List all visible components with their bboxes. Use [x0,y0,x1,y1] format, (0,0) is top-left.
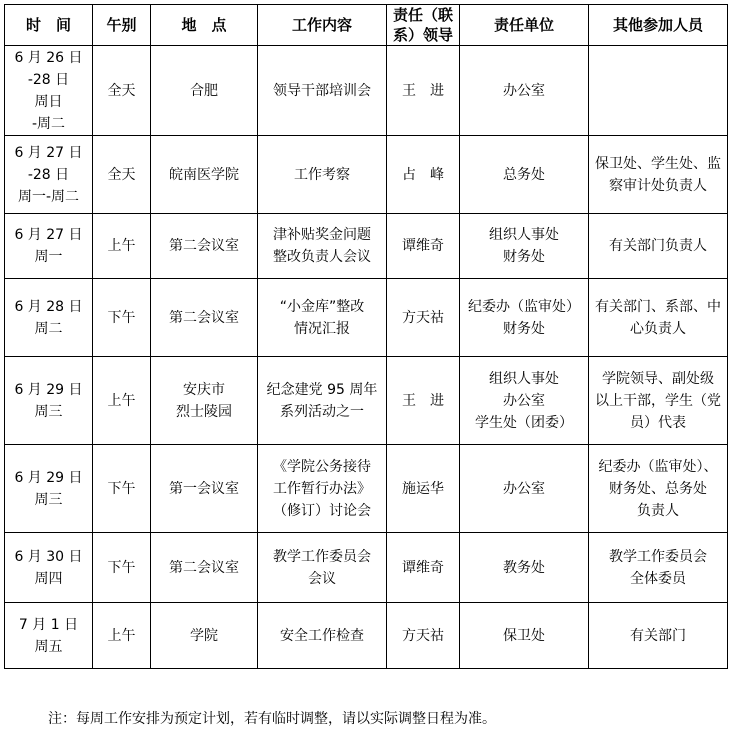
unit-cell-line: 办公室 [503,392,545,409]
unit-cell [460,279,589,357]
content-cell-line: 教学工作委员会 [273,548,371,565]
content-cell [258,279,387,357]
others-cell [589,603,728,669]
time-cell-line: 7 月 1 日 [18,616,79,633]
location-cell [151,46,258,136]
header-leader [387,5,460,46]
location-cell [151,533,258,603]
unit-cell [460,357,589,445]
unit-cell [460,46,589,136]
period-cell: 上午 [93,603,151,669]
period-cell: 上午 [93,357,151,445]
time-cell [5,214,93,279]
content-cell [258,357,387,445]
time-cell-line: 周五 [34,638,63,655]
content-cell [258,603,387,669]
others-cell [589,357,728,445]
unit-cell-line: 财务处 [503,320,545,337]
unit-cell [460,533,589,603]
others-cell-line: 学院领导、副处级 [602,370,714,387]
others-cell [589,445,728,533]
table-row [5,214,728,279]
content-cell-line: 津补贴奖金问题 [273,227,371,243]
others-cell [589,136,728,214]
header-location: 地 点 [151,5,258,46]
location-cell [151,214,258,279]
time-cell [5,603,93,669]
table-row [5,445,728,533]
content-cell-line: 情况汇报 [294,320,350,337]
time-cell-line: 周三 [34,491,63,508]
leader-cell: 王 进 [387,357,460,445]
unit-cell [460,603,589,669]
unit-cell-line: 财务处 [503,249,545,265]
table-row [5,279,728,357]
content-cell-line: 安全工作检查 [280,627,364,644]
time-cell-line: 6 月 29 日 [14,469,83,486]
location-cell [151,357,258,445]
time-cell-line: 周二 [34,320,63,337]
others-cell-line: 纪委办（监审处）、 [598,458,718,475]
location-cell-line: 学院 [190,627,218,644]
content-cell-line: 整改负责人会议 [273,249,371,265]
others-cell-line: 以上干部，学生（党 [595,392,721,409]
time-cell-line: 周三 [34,403,63,420]
location-cell [151,136,258,214]
time-cell-line: 周四 [34,570,63,587]
header-others: 其他参加人员 [589,5,728,46]
location-cell-line: 皖南医学院 [169,166,239,183]
header-leader-line: 系）领导 [392,26,453,44]
period-cell: 下午 [93,279,151,357]
time-cell-line: -28 日 [27,166,70,183]
leader-cell: 方天祜 [387,279,460,357]
content-cell [258,46,387,136]
time-cell-line: 6 月 26 日 [14,49,83,66]
content-cell [258,533,387,603]
others-cell [589,533,728,603]
others-cell-line: 财务处、总务处 [609,480,707,497]
content-cell-line: （修订）讨论会 [273,502,371,519]
unit-cell-line: 组织人事处 [489,227,559,243]
table-row [5,46,728,136]
location-cell-line: 第二会议室 [169,559,239,576]
time-cell [5,445,93,533]
location-cell-line: 第二会议室 [169,238,239,254]
period-cell: 全天 [93,136,151,214]
unit-cell [460,136,589,214]
time-cell-line: 周一 [34,249,63,265]
period-cell: 全天 [93,46,151,136]
others-cell-line: 保卫处、学生处、监 [595,155,721,172]
leader-cell: 占 峰 [387,136,460,214]
schedule-table [4,4,728,669]
table-row [5,533,728,603]
unit-cell-line: 办公室 [503,82,545,99]
content-cell [258,445,387,533]
time-cell-line: -28 日 [27,71,70,88]
others-cell-line: 有关部门、系部、中 [595,298,721,315]
time-cell [5,357,93,445]
others-cell-line: 员）代表 [630,414,686,431]
leader-cell: 谭维奇 [387,214,460,279]
content-cell [258,214,387,279]
others-cell-line: 教学工作委员会 [609,548,707,565]
location-cell [151,445,258,533]
unit-cell-line: 组织人事处 [489,370,559,387]
period-cell: 上午 [93,214,151,279]
unit-cell-line: 保卫处 [503,627,545,644]
unit-cell-line: 总务处 [503,166,545,183]
header-period: 午别 [93,5,151,46]
time-cell-line: 周一-周二 [17,188,80,205]
unit-cell [460,214,589,279]
header-unit: 责任单位 [460,5,589,46]
location-cell-line: 第一会议室 [169,480,239,497]
others-cell [589,279,728,357]
table-row [5,136,728,214]
time-cell-line: 6 月 27 日 [14,227,83,243]
header-leader-line: 责任（联 [392,6,453,24]
leader-cell: 王 进 [387,46,460,136]
header-content: 工作内容 [258,5,387,46]
time-cell [5,46,93,136]
leader-cell: 谭维奇 [387,533,460,603]
content-cell-line: 系列活动之一 [280,403,364,420]
unit-cell-line: 办公室 [503,480,545,497]
location-cell-line: 第二会议室 [169,309,239,326]
leader-cell: 方天祜 [387,603,460,669]
table-row [5,603,728,669]
others-cell [589,46,728,136]
others-cell-line: 有关部门 [630,627,686,644]
time-cell [5,279,93,357]
unit-cell [460,445,589,533]
footnote: 注：每周工作安排为预定计划，若有临时调整，请以实际调整日程为准。 [48,711,496,727]
content-cell-line: 会议 [308,570,336,587]
table-row [5,357,728,445]
content-cell-line: 工作暂行办法》 [273,480,371,497]
content-cell-line: 领导干部培训会 [273,82,371,99]
time-cell [5,136,93,214]
time-cell-line: 6 月 30 日 [14,548,83,565]
time-cell [5,533,93,603]
location-cell [151,603,258,669]
unit-cell-line: 纪委办（监审处） [468,298,580,315]
others-cell-line: 察审计处负责人 [609,177,707,194]
header-row [5,5,728,46]
content-cell-line: 纪念建党 95 周年 [266,381,378,398]
content-cell-line: 《学院公务接待 [273,458,371,475]
time-cell-line: 6 月 28 日 [14,298,83,315]
time-cell-line: 6 月 27 日 [14,144,83,161]
location-cell-line: 安庆市 [183,381,225,398]
location-cell-line: 烈士陵园 [176,403,232,420]
period-cell: 下午 [93,445,151,533]
unit-cell-line: 学生处（团委） [475,414,573,431]
content-cell [258,136,387,214]
others-cell-line: 负责人 [637,502,679,519]
period-cell: 下午 [93,533,151,603]
unit-cell-line: 教务处 [503,559,545,576]
leader-cell: 施运华 [387,445,460,533]
others-cell-line: 心负责人 [630,320,686,337]
others-cell [589,214,728,279]
time-cell-line: 周日 [34,93,63,110]
location-cell-line: 合肥 [190,82,218,99]
time-cell-line: 6 月 29 日 [14,381,83,398]
content-cell-line: 工作考察 [294,166,350,183]
header-time: 时 间 [5,5,93,46]
others-cell-line: 有关部门负责人 [609,238,707,254]
location-cell [151,279,258,357]
others-cell-line: 全体委员 [630,570,686,587]
content-cell-line: “小金库”整改 [279,298,365,315]
time-cell-line: -周二 [31,115,66,132]
